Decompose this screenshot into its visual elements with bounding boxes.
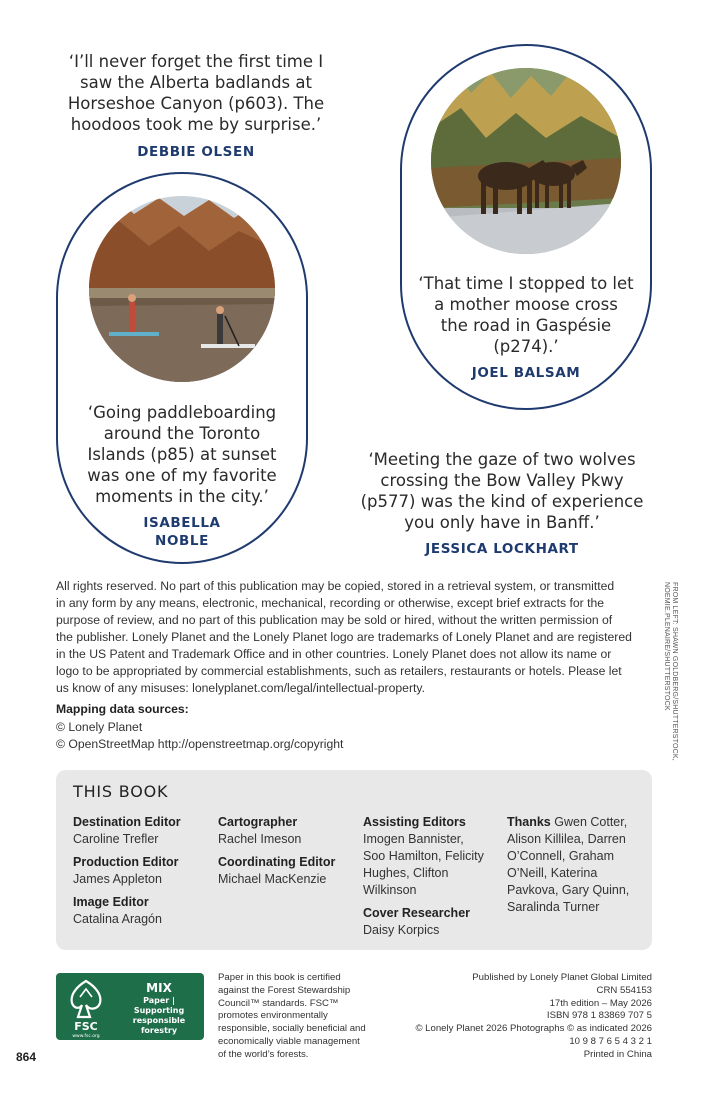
fsc-mix: MIX: [146, 981, 172, 995]
credit-role: Production Editor: [73, 855, 179, 869]
this-book-title: THIS BOOK: [73, 782, 169, 801]
quote-line: ‘Meeting the gaze of two wolves: [368, 450, 636, 469]
testimonial-quote-debbie: [56, 51, 336, 135]
photo-credit-line: FROM LEFT: SHAWN GOLDBERG/SHUTTERSTOCK,: [671, 582, 678, 761]
quote-line: ‘That time I stopped to let: [418, 274, 634, 293]
fsc-code: FSC™ C021741: [133, 1041, 185, 1069]
legal-line: in the US Patent and Trademark Office and in other countries. Lonely Planet does not allow its name or: [56, 647, 612, 661]
credit-name: Michael MacKenzie: [218, 872, 327, 886]
publisher-line: Printed in China: [583, 1048, 652, 1060]
publisher-line: © Lonely Planet 2026 Photographs © as indicated 2026: [415, 1023, 652, 1035]
credits-column-2: [218, 814, 358, 888]
quote-line: crossing the Bow Valley Pkwy: [380, 471, 624, 490]
mapping-line: © OpenStreetMap http://openstreetmap.org/copyright: [56, 737, 344, 751]
quote-line: a mother moose cross: [434, 295, 618, 314]
quote-line: around the Toronto: [103, 424, 261, 443]
credit-role: Cover Researcher: [363, 906, 471, 920]
mapping-title: Mapping data sources:: [56, 702, 189, 716]
paper-note-line: responsible, socially beneficial and: [218, 1023, 366, 1035]
legal-line: the publisher. Lonely Planet and the Lonely Planet logo are trademarks of Lonely Planet and are registered: [56, 630, 632, 644]
credit-role: Assisting Editors: [363, 815, 466, 829]
credit-name: Gwen Cotter,: [554, 815, 628, 829]
credit-name: Hughes, Clifton: [363, 866, 449, 880]
paper-note-line: Paper in this book is certified: [218, 972, 341, 983]
testimonial-author-jessica: JESSICA LOCKHART: [425, 541, 579, 557]
legal-line: All rights reserved. No part of this publication may be copied, stored in a retrieval system, or transmitted: [56, 579, 615, 593]
credits-column-3: [363, 814, 503, 939]
thanks-first-line: [507, 814, 647, 831]
paddleboard-photo-illustration: [89, 196, 275, 382]
quote-line: hoodoos took me by surprise.’: [70, 115, 322, 134]
moose-photo: [431, 68, 621, 254]
credits-column-4: [507, 814, 647, 916]
credit-role: Image Editor: [73, 895, 149, 909]
fsc-logo-text: FSC: [74, 1020, 98, 1033]
credit-role: Destination Editor: [73, 815, 181, 829]
publisher-line: Published by Lonely Planet Global Limited: [472, 972, 652, 983]
moose-photo-illustration: [431, 68, 621, 254]
credit-name: Pavkova, Gary Quinn,: [507, 883, 630, 897]
fsc-url-text: www.fsc.org: [72, 1034, 100, 1039]
author-line: NOBLE: [155, 533, 209, 549]
legal-line: purpose of review, and no part of this publication may be sold or hired, without the written permission of: [56, 613, 613, 627]
this-book-panel: [56, 770, 652, 950]
quote-line: (p577) was the kind of experience: [360, 492, 644, 511]
credit-role: Coordinating Editor: [218, 855, 336, 869]
credit-name: Daisy Korpics: [363, 923, 440, 937]
quote-line: the road in Gaspésie: [440, 316, 612, 335]
quote-line: saw the Alberta badlands at: [80, 73, 312, 92]
testimonial-quote-joel: [410, 273, 642, 357]
publisher-info: [392, 972, 652, 1062]
photo-credit-text: [662, 582, 678, 761]
photo-credit-line: NOEMIE.PLENAIRE/SHUTTERSTOCK: [663, 582, 670, 711]
credit-name: Wilkinson: [363, 883, 417, 897]
paper-note-line: against the Forest Stewardship: [218, 984, 351, 996]
quote-line: (p274).’: [493, 337, 559, 356]
fsc-tree-icon: [56, 973, 116, 1040]
credit-name: Rachel Imeson: [218, 832, 302, 846]
legal-line: logo to be appropriated by commercial establishments, such as retailers, restaurants or hotels. Please let: [56, 664, 622, 678]
credit-name: James Appleton: [73, 872, 162, 886]
credit-name: Catalina Aragón: [73, 912, 162, 926]
publisher-line: ISBN 978 1 83869 707 5: [546, 1010, 652, 1022]
mapping-line: © Lonely Planet: [56, 720, 143, 734]
credit-name: Alison Killilea, Darren: [507, 832, 626, 846]
quote-line: moments in the city.’: [95, 487, 269, 506]
credit-name: Saralinda Turner: [507, 900, 600, 914]
paper-note-line: promotes environmentally: [218, 1010, 328, 1022]
testimonial-author-isabella: [66, 514, 298, 550]
credit-name: Caroline Trefler: [73, 832, 159, 846]
paper-note-line: economically viable management: [218, 1035, 360, 1047]
fsc-line1: Paper | Supporting: [133, 996, 185, 1015]
page-number: 864: [16, 1050, 37, 1064]
credits-column-1: [73, 814, 213, 928]
legal-line: us know of any misuses: lonelyplanet.com/legal/intellectual-property.: [56, 681, 425, 695]
quote-line: Islands (p85) at sunset: [87, 445, 277, 464]
publisher-line: 17th edition – May 2026: [549, 997, 652, 1009]
testimonial-author-debbie: DEBBIE OLSEN: [137, 144, 255, 160]
fsc-label: [118, 981, 200, 1071]
credit-name: Soo Hamilton, Felicity: [363, 849, 484, 863]
testimonial-author-joel: JOEL BALSAM: [471, 365, 581, 381]
testimonial-quote-jessica: [352, 449, 652, 533]
fsc-certification-logo: [56, 973, 204, 1069]
quote-line: ‘I’ll never forget the first time I: [68, 52, 324, 71]
legal-notice: [56, 578, 652, 697]
fsc-line2: responsible forestry: [132, 1016, 186, 1035]
credit-name: O’Connell, Graham: [507, 849, 614, 863]
quote-line: Horseshoe Canyon (p603). The: [67, 94, 325, 113]
quote-line: ‘Going paddleboarding: [87, 403, 277, 422]
paddleboard-photo: [89, 196, 275, 382]
paper-certification-note: [218, 972, 388, 1062]
quote-line: was one of my favorite: [87, 466, 277, 485]
publisher-line: 10 9 8 7 6 5 4 3 2 1: [569, 1035, 652, 1047]
photo-credit: [664, 582, 680, 762]
quote-line: you only have in Banff.’: [404, 513, 600, 532]
author-line: ISABELLA: [143, 515, 221, 531]
legal-line: in any form by any means, electronic, mechanical, recording or otherwise, except brief extracts for the: [56, 596, 605, 610]
credit-name: Imogen Bannister,: [363, 832, 464, 846]
publisher-line: CRN 554153: [596, 984, 652, 996]
testimonial-quote-isabella: [66, 402, 298, 507]
credit-role: Thanks: [507, 815, 551, 829]
credit-name: O’Neill, Katerina: [507, 866, 598, 880]
paper-note-line: Council™ standards. FSC™: [218, 997, 339, 1009]
paper-note-line: of the world’s forests.: [218, 1048, 309, 1060]
credit-role: Cartographer: [218, 815, 298, 829]
